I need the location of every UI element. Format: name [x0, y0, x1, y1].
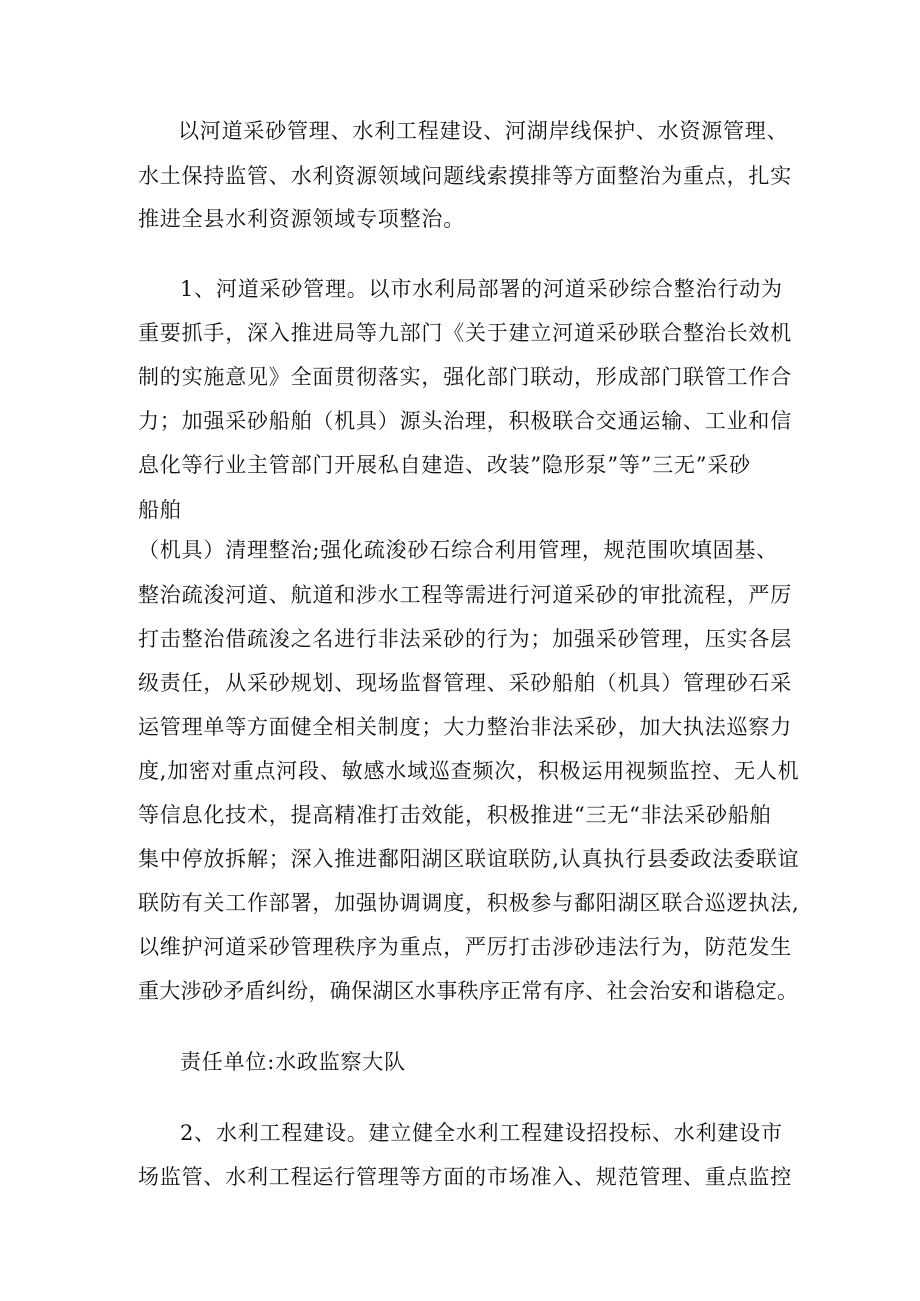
item-1-line-2: 重要抓手，深入推进局等九部门《关于建立河道采砂联合整治长效机: [138, 321, 792, 345]
intro-line-2: 水土保持监管、水利资源领域问题线索摸排等方面整治为重点，扎实: [138, 164, 792, 188]
item-1-line-6: 船舶: [138, 498, 182, 522]
intro-line-1: 以河道采砂管理、水利工程建设、河湖岸线保护、水资源管理、: [178, 119, 789, 143]
item-1-cont-line-8: 集中停放拆解；深入推进鄱阳湖区联谊联防,认真执行县委政法委联谊: [138, 847, 800, 871]
item-1-cont-line-10: 以维护河道采砂管理秩序为重点，严厉打击涉砂违法行为，防范发生: [138, 935, 792, 959]
item-1-line-4: 力；加强采砂船舶（机具）源头治理，积极联合交通运输、工业和信: [138, 409, 792, 433]
item-1-cont-line-7: 等信息化技术，提高精准打击效能，积极推进“三无“非法采砂船舶: [138, 803, 772, 827]
item-1-cont-line-5: 运管理单等方面健全相关制度；大力整治非法采砂，加大执法巡察力: [138, 715, 792, 739]
item-1-cont-line-2: 整治疏浚河道、航道和涉水工程等需进行河道采砂的审批流程，严厉: [138, 583, 792, 607]
item-1-cont-line-3: 打击整治借疏浚之名进行非法采砂的行为；加强采砂管理，压实各层: [138, 627, 792, 651]
item-1-line-5: 息化等行业主管部门开展私自建造、改装”隐形泵”等”三无”采砂: [138, 453, 751, 477]
item-2-line-2: 场监管、水利工程运行管理等方面的市场准入、规范管理、重点监控: [138, 1165, 792, 1189]
item-1-cont-line-4: 级责任，从采砂规划、现场监督管理、采砂船舶（机具）管理砂石采: [138, 671, 792, 695]
intro-line-3: 推进全县水利资源领域专项整治。: [138, 207, 465, 231]
item-2-line-1: 2、水利工程建设。建立健全水利工程建设招投标、水利建设市: [180, 1121, 783, 1145]
item-1-cont-line-9: 联防有关工作部署，加强协调调度，积极参与鄱阳湖区联合巡逻执法,: [138, 891, 800, 915]
item-1-cont-line-1: （机具）清理整治;强化疏浚砂石综合利用管理，规范围吹填固基、: [138, 538, 779, 562]
responsible-unit-line: 责任单位:水政监察大队: [180, 1050, 406, 1074]
item-1-line-3: 制的实施意见》全面贯彻落实，强化部门联动，形成部门联管工作合: [138, 365, 792, 389]
item-1-line-1: 1、河道采砂管理。以市水利局部署的河道采砂综合整治行动为: [180, 277, 783, 301]
item-1-cont-line-11: 重大涉砂矛盾纠纷，确保湖区水事秩序正常有序、社会治安和谐稳定。: [138, 979, 799, 1003]
item-1-cont-line-6: 度,加密对重点河段、敏感水域巡查频次，积极运用视频监控、无人机: [138, 759, 800, 783]
